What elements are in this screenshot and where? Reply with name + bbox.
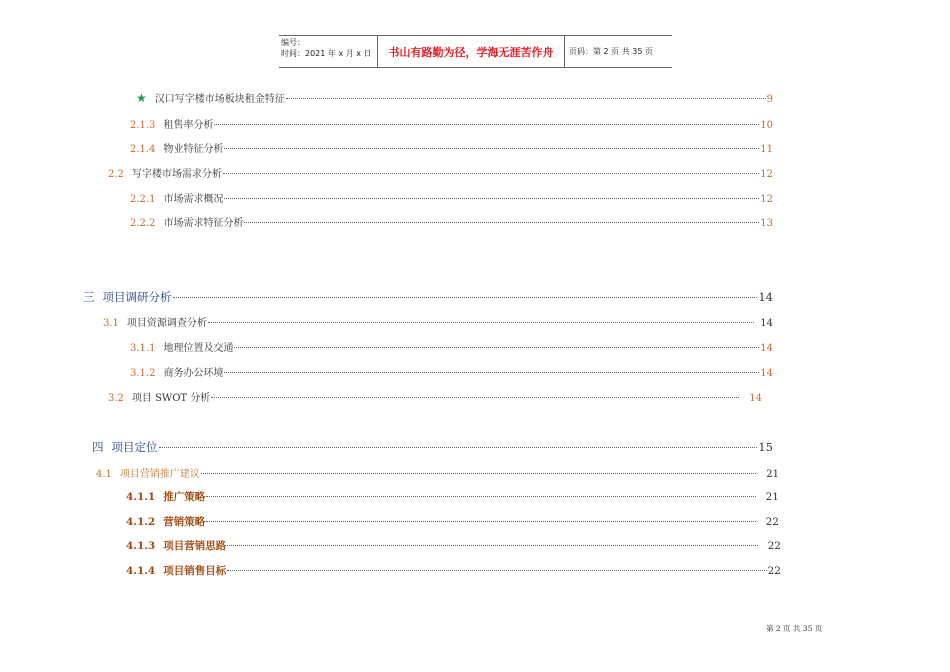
toc-entry-text: 商务办公环境: [163, 368, 224, 379]
toc-entry-number: 4.1.4: [126, 565, 156, 577]
toc-leader: [227, 570, 766, 571]
toc-entry-text: 项目资源调查分析: [126, 318, 207, 329]
toc-page-number: 10: [760, 120, 773, 131]
toc-entry[interactable]: [126, 563, 781, 578]
toc-entry-text: 项目调研分析: [102, 290, 172, 304]
toc-leader: [227, 545, 757, 546]
toc-entry-text: 汉口写字楼市场板块租金特征: [154, 94, 285, 105]
toc-entry-text: 项目定位: [111, 440, 158, 454]
toc-page-number: 21: [765, 491, 779, 503]
toc-entry-number: 3.1.2: [130, 368, 156, 379]
toc-leader: [173, 297, 758, 298]
toc-leader: [208, 322, 754, 323]
toc-entry[interactable]: [130, 190, 773, 205]
toc-leader: [201, 473, 756, 474]
toc-entry[interactable]: [130, 140, 773, 155]
toc-entry-number: 2.1.4: [130, 144, 156, 155]
star-icon: ★: [136, 91, 147, 105]
toc-entry[interactable]: [130, 116, 773, 131]
header-meta-cell: [279, 36, 378, 67]
toc-entry-text: 项目 SWOT 分析: [131, 393, 211, 404]
toc-entry-number: 4.1.1: [126, 491, 156, 503]
toc-entry-number: 三: [83, 290, 95, 304]
header-motto: 书山有路勤为径，学海无涯苦作舟: [378, 36, 565, 67]
toc-entry-number: 2.2.1: [130, 194, 156, 205]
toc-leader: [206, 496, 755, 497]
toc-page-number: 14: [760, 318, 773, 329]
toc-entry-text: 推广策略: [163, 491, 206, 503]
toc-entry[interactable]: [136, 90, 773, 105]
toc-entry-text: 写字楼市场需求分析: [131, 169, 222, 180]
toc-page-number: 14: [749, 393, 762, 404]
toc-leader: [224, 148, 759, 149]
toc-leader: [244, 222, 759, 223]
toc-entry[interactable]: [108, 389, 762, 404]
toc-page-number: 15: [758, 440, 773, 454]
toc-entry[interactable]: [126, 514, 779, 529]
toc-entry-text: 租售率分析: [163, 120, 214, 131]
toc-entry-number: 2.2: [108, 169, 124, 180]
toc-entry[interactable]: [83, 289, 773, 305]
toc-leader: [223, 173, 759, 174]
toc-entry-text: 项目销售目标: [163, 565, 227, 577]
toc-page-number: 12: [760, 169, 773, 180]
number-label: 编号：: [281, 38, 305, 47]
toc-page-number: 11: [760, 144, 773, 155]
toc-entry-text: 物业特征分析: [163, 144, 224, 155]
toc-entry[interactable]: [130, 339, 773, 354]
toc-page-number: 14: [760, 343, 773, 354]
toc-page-number: 14: [760, 368, 773, 379]
toc-entry[interactable]: [130, 364, 773, 379]
toc-leader: [234, 347, 759, 348]
toc-page-number: 9: [766, 94, 773, 105]
toc-entry[interactable]: [126, 538, 781, 553]
toc-entry[interactable]: [103, 314, 773, 329]
toc-entry-text: 营销策略: [163, 516, 206, 528]
toc-entry[interactable]: [96, 465, 779, 480]
toc-entry-number: 4.1.2: [126, 516, 156, 528]
toc-leader: [224, 198, 759, 199]
toc-entry[interactable]: [126, 489, 779, 504]
toc-entry-number: 2.2.2: [130, 218, 156, 229]
toc-entry-number: 3.1.1: [130, 343, 156, 354]
header-page-info: 页码：第 2 页 共 35 页: [569, 47, 653, 56]
toc-entry-text: 市场需求特征分析: [163, 218, 244, 229]
toc-leader: [211, 397, 739, 398]
toc-entry-text: 地理位置及交通: [163, 343, 234, 354]
toc-leader: [159, 447, 758, 448]
toc-entry-text: 项目营销推广建议: [119, 469, 200, 480]
toc-leader: [224, 372, 759, 373]
toc-page-number: 22: [767, 540, 781, 552]
toc-page-number: 22: [765, 516, 779, 528]
toc-entry[interactable]: [130, 214, 773, 229]
toc-entry-number: 3.2: [108, 393, 124, 404]
toc-entry[interactable]: [92, 439, 773, 455]
toc-entry-text: 项目营销思路: [163, 540, 227, 552]
toc-page-number: 14: [758, 290, 773, 304]
toc-page-number: 12: [760, 194, 773, 205]
toc-entry-number: 4.1.3: [126, 540, 156, 552]
time-label: 时间：2021 年 x 月 x 日: [281, 49, 372, 58]
toc-leader: [214, 124, 759, 125]
toc-leader: [286, 98, 766, 99]
toc-entry-number: 2.1.3: [130, 120, 156, 131]
toc-entry-number: 4.1: [96, 469, 112, 480]
toc-entry-number: 3.1: [103, 318, 119, 329]
page-footer: 第 2 页 共 35 页: [766, 624, 823, 633]
toc-entry-text: 市场需求概况: [163, 194, 224, 205]
toc-leader: [206, 521, 755, 522]
page-header: [279, 35, 672, 68]
toc-entry-number: 四: [92, 440, 104, 454]
toc-page-number: 21: [766, 469, 779, 480]
toc-entry[interactable]: [108, 165, 773, 180]
toc-page-number: 22: [767, 565, 781, 577]
toc-page-number: 13: [760, 218, 773, 229]
